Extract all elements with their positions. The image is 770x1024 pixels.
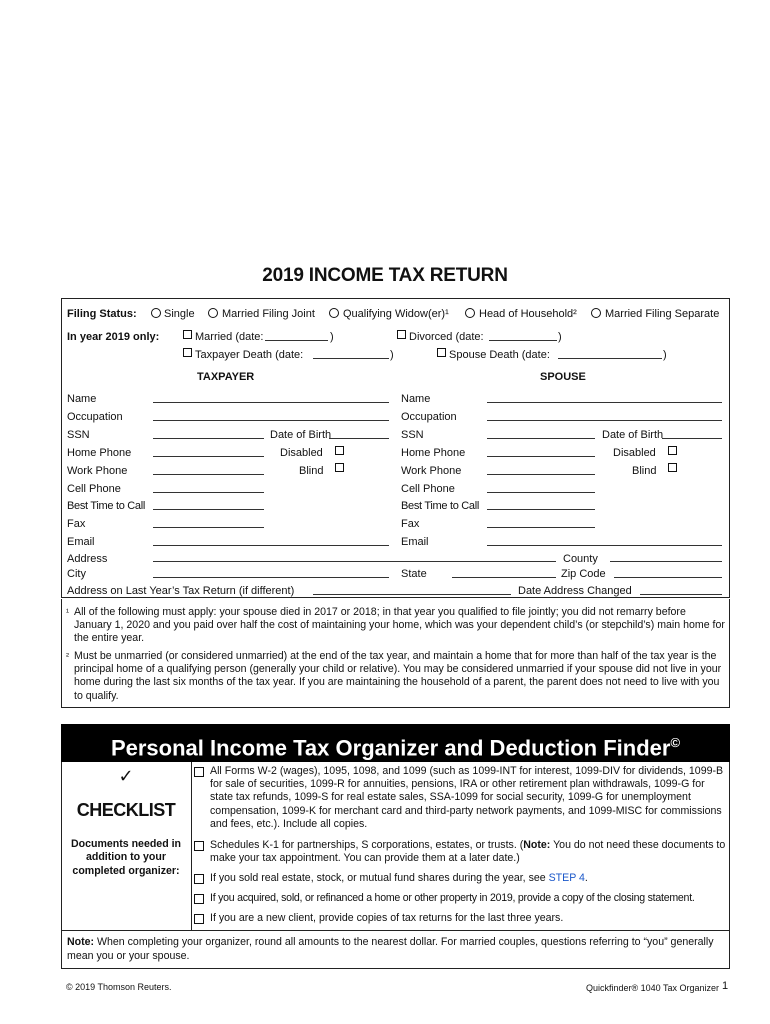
taxpayer-best-time-field[interactable] (153, 509, 264, 510)
married-date-field[interactable] (265, 340, 328, 341)
footnote-1 (66, 606, 726, 646)
spouse-disabled-checkbox[interactable] (668, 446, 677, 455)
spouse-occupation-label: Occupation (401, 411, 457, 423)
zip-label: Zip Code (561, 568, 606, 580)
checklist-item-4-checkbox[interactable] (194, 894, 204, 904)
taxpayer-blind-checkbox[interactable] (335, 463, 344, 472)
date-changed-field[interactable] (640, 594, 722, 595)
year-only-label: In year 2019 only: (67, 331, 160, 343)
spouse-work-phone-label: Work Phone (401, 465, 462, 477)
spouse-cell-phone-label: Cell Phone (401, 483, 455, 495)
taxpayer-home-phone-label: Home Phone (67, 447, 132, 459)
option-head-of-household: Head of Household² (479, 308, 577, 320)
paren-close: ) (330, 331, 334, 343)
taxpayer-dob-label: Date of Birth (270, 429, 332, 441)
spouse-death-label: Spouse Death (date: (449, 349, 550, 361)
product-name: Quickfinder® 1040 Tax Organizer (586, 983, 720, 993)
organizer-banner (61, 724, 730, 762)
spouse-disabled-label: Disabled (613, 447, 656, 459)
checklist-item-5-checkbox[interactable] (194, 914, 204, 924)
rounding-note (67, 935, 726, 963)
city-label: City (67, 568, 86, 580)
spouse-ssn-label: SSN (401, 429, 424, 441)
paren-close: ) (558, 331, 562, 343)
taxpayer-work-phone-field[interactable] (153, 474, 264, 475)
paren-close: ) (663, 349, 667, 361)
state-label: State (401, 568, 427, 580)
checklist-divider (191, 762, 192, 930)
spouse-name-label: Name (401, 393, 431, 405)
divorced-checkbox[interactable] (397, 330, 406, 339)
spouse-fax-field[interactable] (487, 527, 595, 528)
radio-single[interactable] (151, 308, 161, 318)
form-title: 2019 INCOME TAX RETURN (262, 265, 508, 286)
taxpayer-best-time-label: Best Time to Call (67, 500, 146, 512)
spouse-home-phone-field[interactable] (487, 456, 595, 457)
item-2-note-text: You do not need these documents to make your tax appointment. You can provide them at a later date.) (210, 839, 726, 865)
taxpayer-dob-field[interactable] (329, 438, 389, 439)
option-married-joint: Married Filing Joint (222, 308, 315, 320)
footnote-1-text: All of the following must apply: your spouse died in 2017 or 2018; in that year you qualified to file jointly; you did not remarry before January 1, 2020 and you paid over half the cost of maintaining your home, which was your dependent child’s (or stepchild’s) main home for the entire year. (74, 606, 725, 645)
taxpayer-death-label: Taxpayer Death (date: (195, 349, 304, 361)
radio-head-of-household[interactable] (465, 308, 475, 318)
zip-field[interactable] (614, 577, 722, 578)
item-3-period: . (584, 872, 588, 884)
state-field[interactable] (452, 577, 556, 578)
spouse-best-time-field[interactable] (487, 509, 595, 510)
footnote-2-mark: ² (66, 651, 69, 661)
taxpayer-disabled-checkbox[interactable] (335, 446, 344, 455)
married-date-label: Married (date: (195, 331, 264, 343)
spouse-fax-label: Fax (401, 518, 420, 530)
checklist-item-1: All Forms W-2 (wages), 1095, 1098, and 1099 (such as 1099-INT for interest, 1099-DIV for dividends, 1099-B for sale of securities, 1099-R for annuities, pensions, IRA or other retirement plan withdrawals, 1099-G for state tax refunds, 1099-S for real estate sales, SSA-1099 for social security, 1099-G for unemployment compensation, 1099-K for merchant card and third-party network payments, and 1099-MISC for commissions and fees, etc.). Include all copies. (210, 765, 724, 830)
checklist-item-2-checkbox[interactable] (194, 841, 204, 851)
spouse-cell-phone-field[interactable] (487, 492, 595, 493)
taxpayer-cell-phone-field[interactable] (153, 492, 264, 493)
taxpayer-email-label: Email (67, 536, 95, 548)
spouse-death-date-field[interactable] (558, 358, 662, 359)
divorced-date-field[interactable] (489, 340, 557, 341)
taxpayer-disabled-label: Disabled (280, 447, 323, 459)
page-number: 1 (722, 980, 729, 992)
footnote-1-mark: ¹ (66, 607, 69, 617)
spouse-name-field[interactable] (487, 402, 722, 403)
filing-status-label: Filing Status: (67, 308, 137, 320)
radio-qualifying-widow[interactable] (329, 308, 339, 318)
county-field[interactable] (610, 561, 722, 562)
footnote-2 (66, 650, 726, 703)
spouse-email-label: Email (401, 536, 429, 548)
address-field[interactable] (153, 561, 556, 562)
taxpayer-name-field[interactable] (153, 402, 389, 403)
checklist-subtitle: Documents needed in addition to your completed organizer: (70, 838, 182, 877)
spouse-dob-field[interactable] (662, 438, 722, 439)
date-changed-label: Date Address Changed (518, 585, 632, 597)
married-checkbox[interactable] (183, 330, 192, 339)
last-address-label: Address on Last Year’s Tax Return (if different) (67, 585, 295, 597)
address-label: Address (67, 553, 108, 565)
taxpayer-email-field[interactable] (153, 545, 389, 546)
taxpayer-cell-phone-label: Cell Phone (67, 483, 121, 495)
step-4-link[interactable]: STEP 4 (548, 872, 585, 884)
paren-close: ) (390, 349, 394, 361)
spouse-best-time-label: Best Time to Call (401, 500, 480, 512)
option-married-separate: Married Filing Separate (605, 308, 720, 320)
checklist-item-4: If you acquired, sold, or refinanced a home or other property in 2019, provide a copy of the closing statement. (210, 892, 695, 904)
spouse-dob-label: Date of Birth (602, 429, 664, 441)
divorced-date-label: Divorced (date: (409, 331, 484, 343)
radio-married-joint[interactable] (208, 308, 218, 318)
radio-married-separate[interactable] (591, 308, 601, 318)
taxpayer-death-date-field[interactable] (313, 358, 389, 359)
checklist-heading: CHECKLIST (76, 800, 176, 820)
taxpayer-ssn-field[interactable] (153, 438, 264, 439)
spouse-email-field[interactable] (487, 545, 722, 546)
county-label: County (563, 553, 598, 565)
taxpayer-death-checkbox[interactable] (183, 348, 192, 357)
taxpayer-occupation-field[interactable] (153, 420, 389, 421)
copyright-notice: © 2019 Thomson Reuters. (66, 982, 172, 992)
taxpayer-name-label: Name (67, 393, 97, 405)
taxpayer-work-phone-label: Work Phone (67, 465, 128, 477)
checklist-item-2 (210, 839, 726, 865)
spouse-header: SPOUSE (540, 371, 586, 383)
city-field[interactable] (153, 577, 389, 578)
checklist-item-3 (210, 872, 726, 885)
checkmark-icon: ✓ (118, 766, 134, 786)
taxpayer-fax-field[interactable] (153, 527, 264, 528)
taxpayer-fax-label: Fax (67, 518, 86, 530)
note-label: Note: (67, 936, 95, 948)
item-2-text: Schedules K-1 for partnerships, S corporations, estates, or trusts. ( (210, 839, 524, 851)
last-address-field[interactable] (313, 594, 511, 595)
spouse-home-phone-label: Home Phone (401, 447, 466, 459)
spouse-blind-label: Blind (632, 465, 657, 477)
spouse-ssn-field[interactable] (487, 438, 595, 439)
checklist-item-1-checkbox[interactable] (194, 767, 204, 777)
note-divider (61, 930, 730, 931)
copyright-mark: © (670, 735, 681, 750)
spouse-occupation-field[interactable] (487, 420, 722, 421)
checklist-item-3-checkbox[interactable] (194, 874, 204, 884)
spouse-work-phone-field[interactable] (487, 474, 595, 475)
spouse-blind-checkbox[interactable] (668, 463, 677, 472)
note-text: When completing your organizer, round all amounts to the nearest dollar. For married couples, questions referring to “you” generally mean you or your spouse. (67, 936, 714, 962)
checklist-item-5: If you are a new client, provide copies of tax returns for the last three years. (210, 912, 564, 924)
banner-title: Personal Income Tax Organizer and Deduction Finder (110, 735, 671, 761)
option-qualifying-widow: Qualifying Widow(er)¹ (343, 308, 449, 320)
taxpayer-blind-label: Blind (299, 465, 324, 477)
footnote-2-text: Must be unmarried (or considered unmarried) at the end of the tax year, and maintain a home that for more than half of the tax year is the principal home of a qualifying person (generally your child or relative). You may be considered unmarried if your spouse did not live in your home during the last six months of the tax year. If you are maintaining the household of a parent, the parent does not need to live with you to qualify. (74, 650, 722, 702)
item-2-note-label: Note: (523, 839, 551, 851)
taxpayer-ssn-label: SSN (67, 429, 90, 441)
taxpayer-occupation-label: Occupation (67, 411, 123, 423)
spouse-death-checkbox[interactable] (437, 348, 446, 357)
option-single: Single (164, 308, 195, 320)
taxpayer-home-phone-field[interactable] (153, 456, 264, 457)
taxpayer-header: TAXPAYER (197, 371, 255, 383)
item-3-text: If you sold real estate, stock, or mutual fund shares during the year, see (210, 872, 549, 884)
